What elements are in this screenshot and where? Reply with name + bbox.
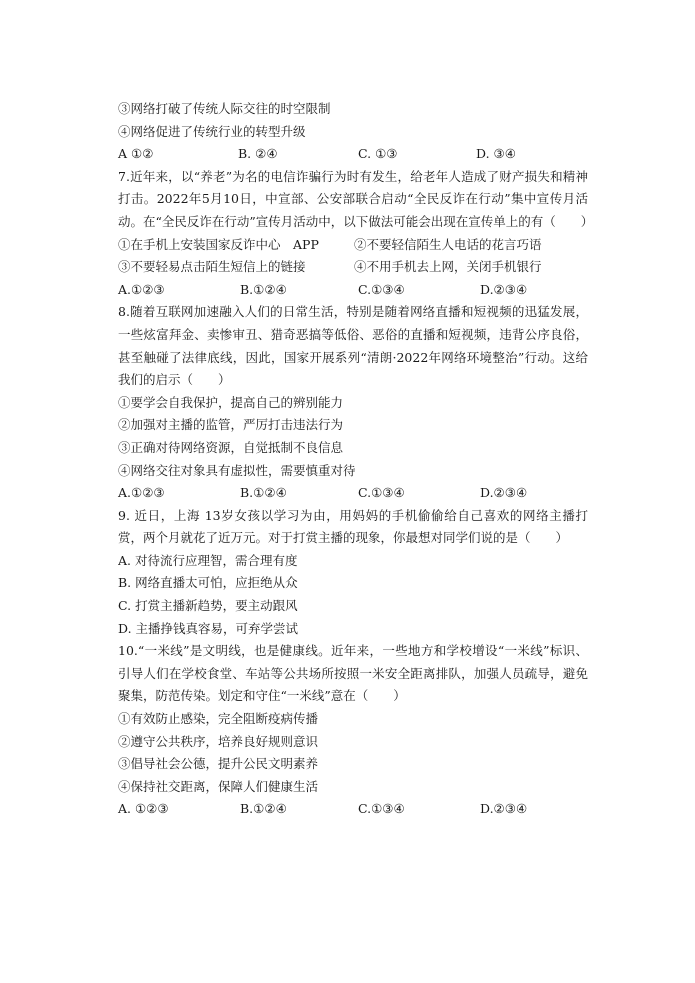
q7-option-d: D.②③④ [480,281,528,297]
q10-statement-2: ②遵守公共秩序，培养良好规则意识 [118,733,319,749]
q9-stem: 9. 近日，上海 13岁女孩以学习为由，用妈妈的手机偷偷给自己喜欢的网络主播打赏，两个月就花了近万元。对于打赏主播的现象，你最想对同学们说的是（ ） [118,507,588,546]
q8-option-a: A.①②③ [118,485,165,501]
q7-statements-row-1 [118,234,588,257]
q9-option-a: A. 对待流行应理智，需合理有度 [118,552,298,568]
q9-option-b: B. 网络直播太可怕，应拒绝从众 [118,575,298,591]
q10-statement-4: ④保持社交距离，保障人们健康生活 [118,778,319,794]
q7-statements-row-2 [118,256,588,279]
q8-statement-2: ②加强对主播的监管，严厉打击违法行为 [118,417,344,433]
q6-statement-4: ④网络促进了传统行业的转型升级 [118,123,306,139]
q10-option-b: B.①②④ [240,801,287,817]
q9-option-c: C. 打赏主播新趋势，要主动跟风 [118,598,298,614]
q7-statement-2: ②不要轻信陌生人电话的花言巧语 [354,236,542,252]
q8-option-b: B.①②④ [240,485,287,501]
q7-option-a: A.①②③ [118,281,165,297]
q6-options [118,143,588,166]
q6-statement-3: ③网络打破了传统人际交往的时空限制 [118,101,331,116]
q7-statement-1: ①在手机上安装国家反诈中心 APP [118,236,319,252]
q8-statement-4: ④网络交往对象具有虚拟性，需要慎重对待 [118,462,356,478]
q6-option-b: B. ②④ [238,146,278,162]
q8-option-c: C.①③④ [358,485,405,501]
q10-option-d: D.②③④ [480,801,528,817]
q10-option-a: A. ①②③ [118,801,169,817]
q9-option-d: D. 主播挣钱真容易，可弃学尝试 [118,620,299,636]
q8-option-d: D.②③④ [480,485,528,501]
q10-option-c: C.①③④ [358,801,405,817]
q10-stem: 10.“一米线”是文明线，也是健康线。近年来，一些地方和学校增设“一米线”标识、引导人们在学校食堂、车站等公共场所按照一米安全距离排队，加强人员疏导，避免聚集，防范传染。划定和守住“一米线”意在（ ） [118,643,588,704]
q6-option-c: C. ①③ [358,146,398,162]
q8-stem: 8.随着互联网加速融入人们的日常生活，特别是随着网络直播和短视频的迅猛发展，一些炫富拜金、卖惨审丑、猎奇恶搞等低俗、恶俗的直播和短视频，违背公序良俗，甚至触碰了法律底线，因此，国家开展系列“清朗·2022年网络环境整治”行动。这给我们的启示（ ） [118,304,588,388]
q8-statement-3: ③正确对待网络资源，自觉抵制不良信息 [118,439,344,455]
q8-statement-1: ①要学会自我保护，提高自己的辨别能力 [118,394,344,410]
q10-statement-3: ③倡导社会公德，提升公民文明素养 [118,756,319,772]
q7-option-b: B.①②④ [240,281,287,297]
q7-option-c: C.①③④ [358,281,405,297]
q10-statement-1: ①有效防止感染，完全阻断疫病传播 [118,711,319,727]
q7-options [118,279,588,302]
q10-options [118,798,588,821]
q7-stem: 7.近年来，以“养老”为名的电信诈骗行为时有发生，给老年人造成了财产损失和精神打击。2022年5月10日，中宣部、公安部联合启动“全民反诈在行动”集中宣传月活动。在“全民反诈在行动”宣传月活动中，以下做法可能会出现在宣传单上的有（ ） [118,168,594,229]
q8-options [118,482,588,505]
q7-statement-3: ③不要轻易点击陌生短信上的链接 [118,259,306,275]
exam-page [118,98,594,821]
q7-statement-4: ④不用手机去上网，关闭手机银行 [354,259,542,275]
q6-option-a: A ①② [118,146,154,162]
q6-option-d: D. ③④ [476,146,516,162]
